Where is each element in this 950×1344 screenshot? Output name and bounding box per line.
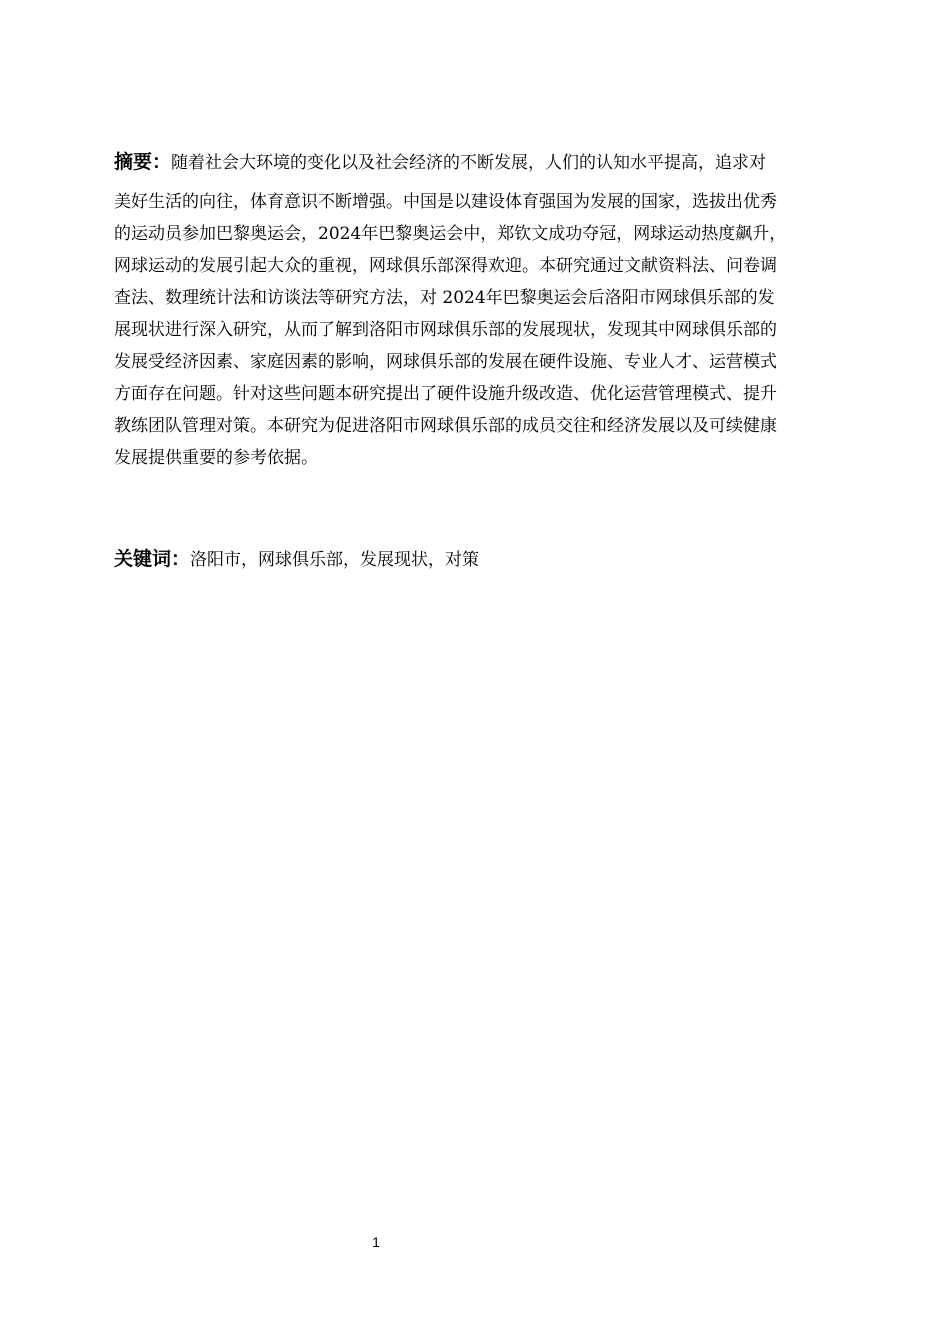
abstract-line: 展现状进行深入研究，从而了解到洛阳市网球俱乐部的发展现状，发现其中网球俱乐部的 [114,320,777,340]
abstract-text: 随着社会大环境的变化以及社会经济的不断发展，人们的认知水平提高，追求对 [171,153,767,173]
abstract-line: 发展受经济因素、家庭因素的影响，网球俱乐部的发展在硬件设施、专业人才、运营模式 [114,352,777,372]
abstract-line [114,146,874,178]
page-number: 1 [372,1234,380,1250]
abstract-line: 网球运动的发展引起大众的重视，网球俱乐部深得欢迎。本研究通过文献资料法、问卷调 [114,256,777,276]
keywords-section [114,543,874,576]
abstract-line: 的运动员参加巴黎奥运会，2024年巴黎奥运会中，郑钦文成功夺冠，网球运动热度飙升， [114,224,787,244]
abstract-label: 摘要： [114,151,172,173]
abstract-line: 教练团队管理对策。本研究为促进洛阳市网球俱乐部的成员交往和经济发展以及可续健康 [114,416,777,436]
abstract-section [114,146,874,474]
abstract-line: 发展提供重要的参考依据。 [114,448,318,468]
abstract-line: 查法、数理统计法和访谈法等研究方法，对 2024年巴黎奥运会后洛阳市网球俱乐部的发 [114,288,775,308]
keywords-label: 关键词： [114,548,191,570]
abstract-line: 方面存在问题。针对这些问题本研究提出了硬件设施升级改造、优化运营管理模式、提升 [114,384,777,404]
keywords-text: 洛阳市，网球俱乐部，发展现状，对策 [190,550,480,570]
abstract-line: 美好生活的向往，体育意识不断增强。中国是以建设体育强国为发展的国家，选拔出优秀 [114,192,777,212]
